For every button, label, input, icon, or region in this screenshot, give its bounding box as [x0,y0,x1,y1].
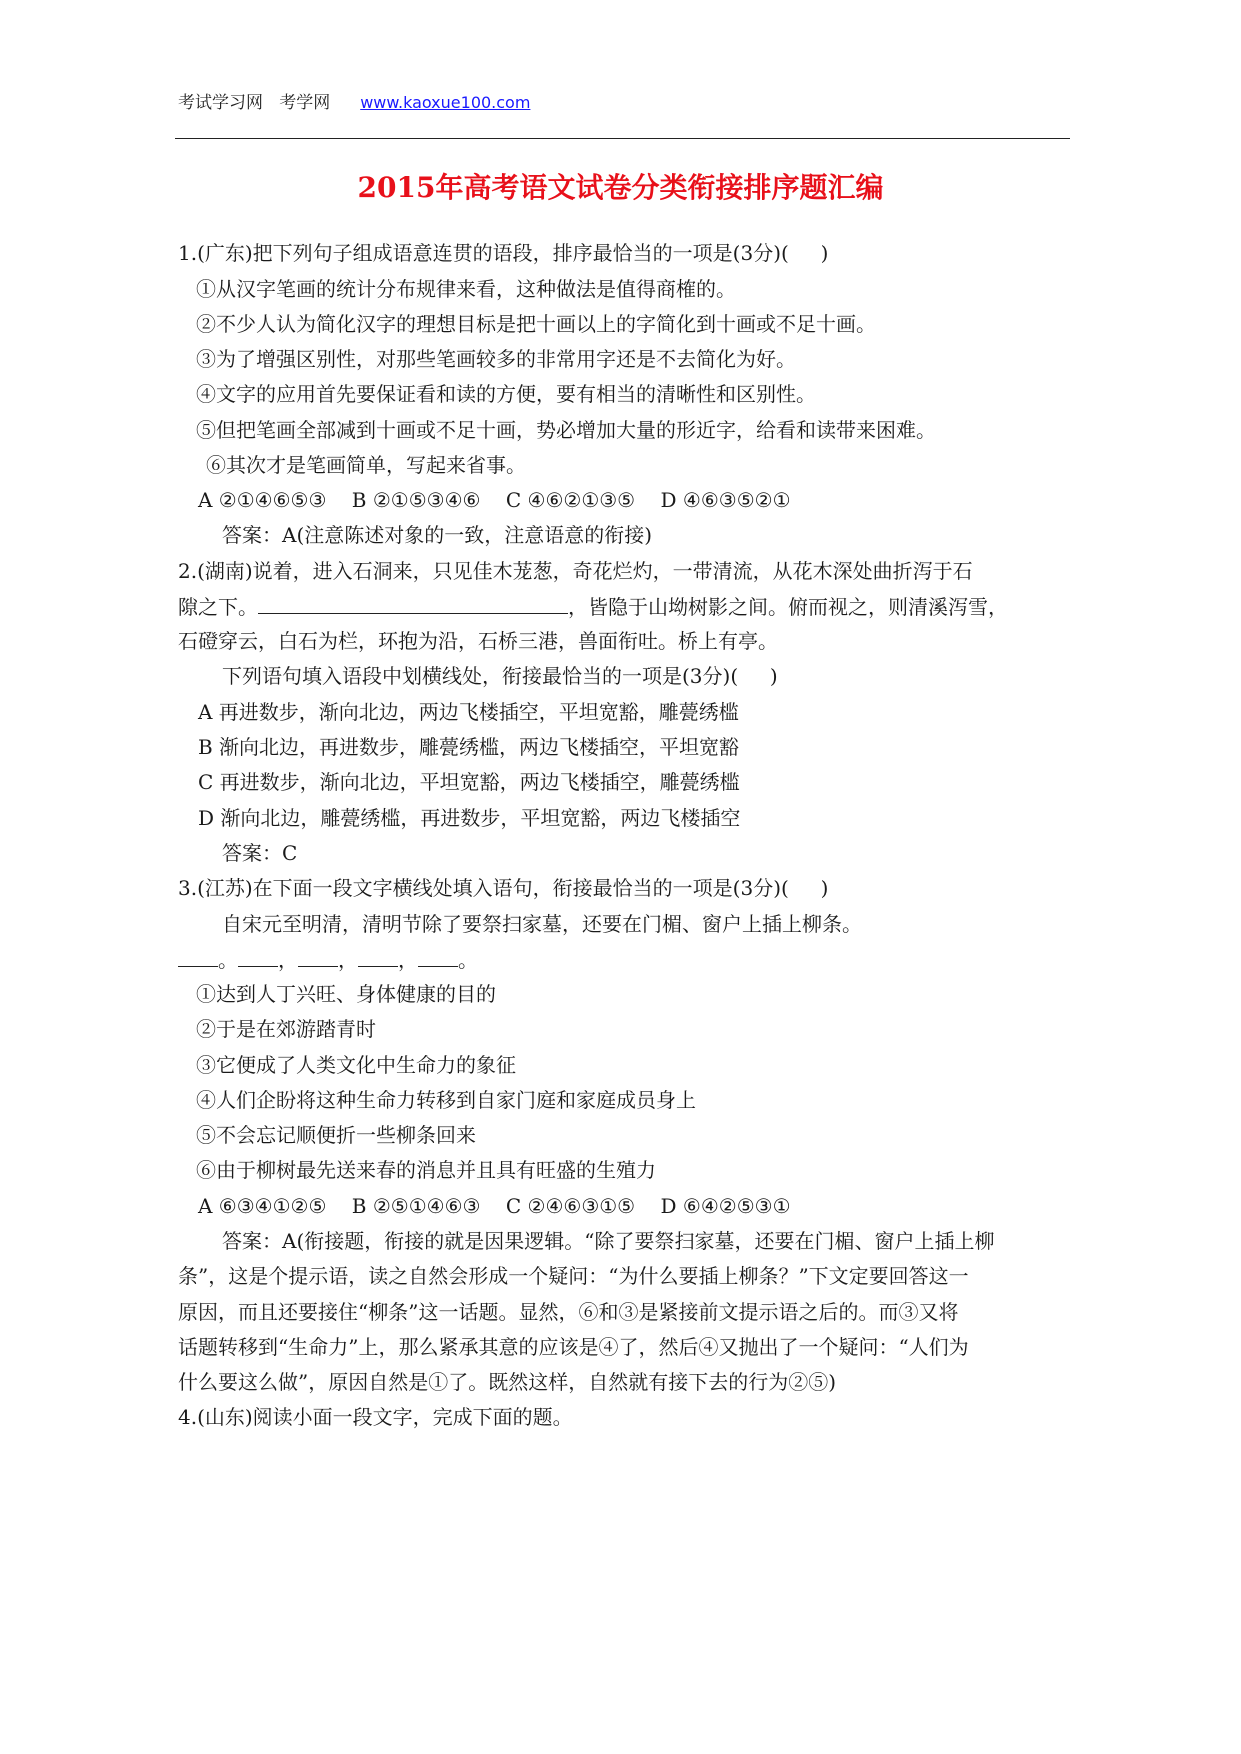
q3-blank-4 [358,946,398,967]
q1-sentence-4: ④文字的应用首先要保证看和读的方便，要有相当的清晰性和区别性。 [196,382,816,406]
q3-sentence-1: ①达到人丁兴旺、身体健康的目的 [196,982,496,1006]
q3-answer-line-1: 答案：A(衔接题，衔接的就是因果逻辑。“除了要祭扫家墓，还要在门楣、窗户上插上柳 [222,1229,995,1253]
q3-blank-2 [238,946,278,967]
q2-passage-line-2-end: ，皆隐于山坳树影之间。俯而视之，则清溪泻雪， [568,595,1008,619]
q3-sentence-2: ②于是在郊游踏青时 [196,1017,376,1041]
document-title: 2015年高考语文试卷分类衔接排序题汇编 [357,171,884,204]
q3-blank-1 [178,946,218,967]
q2-option-a: A 再进数步，渐向北边，两边飞楼插空，平坦宽豁，雕甍绣槛 [198,700,739,724]
q4-stem: 4.(山东)阅读小面一段文字，完成下面的题。 [178,1405,573,1429]
q3-blank-5 [418,946,458,967]
q3-answer-line-5: 什么要这么做”，原因自然是①了。既然这样，自然就有接下去的行为②⑤) [178,1370,837,1394]
q3-stem: 3.(江苏)在下面一段文字横线处填入语句，衔接最恰当的一项是(3分)( ) [178,876,829,900]
q1-sentence-1: ①从汉字笔画的统计分布规律来看，这种做法是值得商榷的。 [196,277,736,301]
page-header [178,88,530,113]
q3-blank-separator: ， [398,948,418,972]
q3-sentence-4: ④人们企盼将这种生命力转移到自家门庭和家庭成员身上 [196,1088,696,1112]
q1-stem: 1.(广东)把下列句子组成语意连贯的语段，排序最恰当的一项是(3分)( ) [178,241,829,265]
q2-option-c: C 再进数步，渐向北边，平坦宽豁，两边飞楼插空，雕甍绣槛 [198,770,740,794]
q3-options: A ⑥③④①②⑤ B ②⑤①④⑥③ C ②④⑥③①⑤ D ⑥④②⑤③① [198,1194,791,1218]
q3-sentence-6: ⑥由于柳树最先送来春的消息并且具有旺盛的生殖力 [196,1158,656,1182]
q2-passage-line-2 [178,593,1008,620]
header-site-name: 考试学习网 考学网 [178,93,331,113]
q3-answer-line-4: 话题转移到“生命力”上，那么紧承其意的应该是④了，然后④又抛出了一个疑问：“人们为 [178,1335,969,1359]
q3-blank-separator: ， [278,948,298,972]
q2-passage-line-3: 石磴穿云，白石为栏，环抱为沿，石桥三港，兽面衔吐。桥上有亭。 [178,629,778,653]
q1-answer: 答案：A(注意陈述对象的一致，注意语意的衔接) [222,523,653,547]
header-divider [175,138,1070,139]
q1-options: A ②①④⑥⑤③ B ②①⑤③④⑥ C ④⑥②①③⑤ D ④⑥③⑤②① [198,488,791,512]
q3-blank-separator: 。 [458,948,478,972]
q3-blank-3 [298,946,338,967]
header-url-link[interactable]: www.kaoxue100.com [360,93,531,112]
q1-sentence-5: ⑤但把笔画全部减到十画或不足十画，势必增加大量的形近字，给看和读带来困难。 [196,418,936,442]
q3-answer-line-2: 条”，这是个提示语，读之自然会形成一个疑问：“为什么要插上柳条？”下文定要回答这一 [178,1264,969,1288]
q2-passage-line-1: 2.(湖南)说着，进入石洞来，只见佳木茏葱，奇花烂灼，一带清流，从花木深处曲折泻于石 [178,559,973,583]
q2-prompt: 下列语句填入语段中划横线处，衔接最恰当的一项是(3分)( ) [222,664,778,688]
q1-sentence-3: ③为了增强区别性，对那些笔画较多的非常用字还是不去简化为好。 [196,347,796,371]
q2-answer: 答案：C [222,841,298,865]
q1-sentence-2: ②不少人认为简化汉字的理想目标是把十画以上的字简化到十画或不足十画。 [196,312,876,336]
q3-blank-separator: 。 [218,948,238,972]
q3-answer-line-3: 原因，而且还要接住“柳条”这一话题。显然，⑥和③是紧接前文提示语之后的。而③又将 [178,1300,959,1324]
q2-option-b: B 渐向北边，再进数步，雕甍绣槛，两边飞楼插空，平坦宽豁 [198,735,740,759]
q3-blanks-line [178,946,478,973]
q2-passage-line-2-start: 隙之下。 [178,595,258,619]
q3-sentence-3: ③它便成了人类文化中生命力的象征 [196,1053,516,1077]
q2-fill-blank [258,593,568,614]
q1-sentence-6: ⑥其次才是笔画简单，写起来省事。 [206,453,526,477]
q3-sentence-5: ⑤不会忘记顺便折一些柳条回来 [196,1123,476,1147]
q2-option-d: D 渐向北边，雕甍绣槛，再进数步，平坦宽豁，两边飞楼插空 [198,806,741,830]
q3-passage: 自宋元至明清，清明节除了要祭扫家墓，还要在门楣、窗户上插上柳条。 [222,912,862,936]
q3-blank-separator: ， [338,948,358,972]
